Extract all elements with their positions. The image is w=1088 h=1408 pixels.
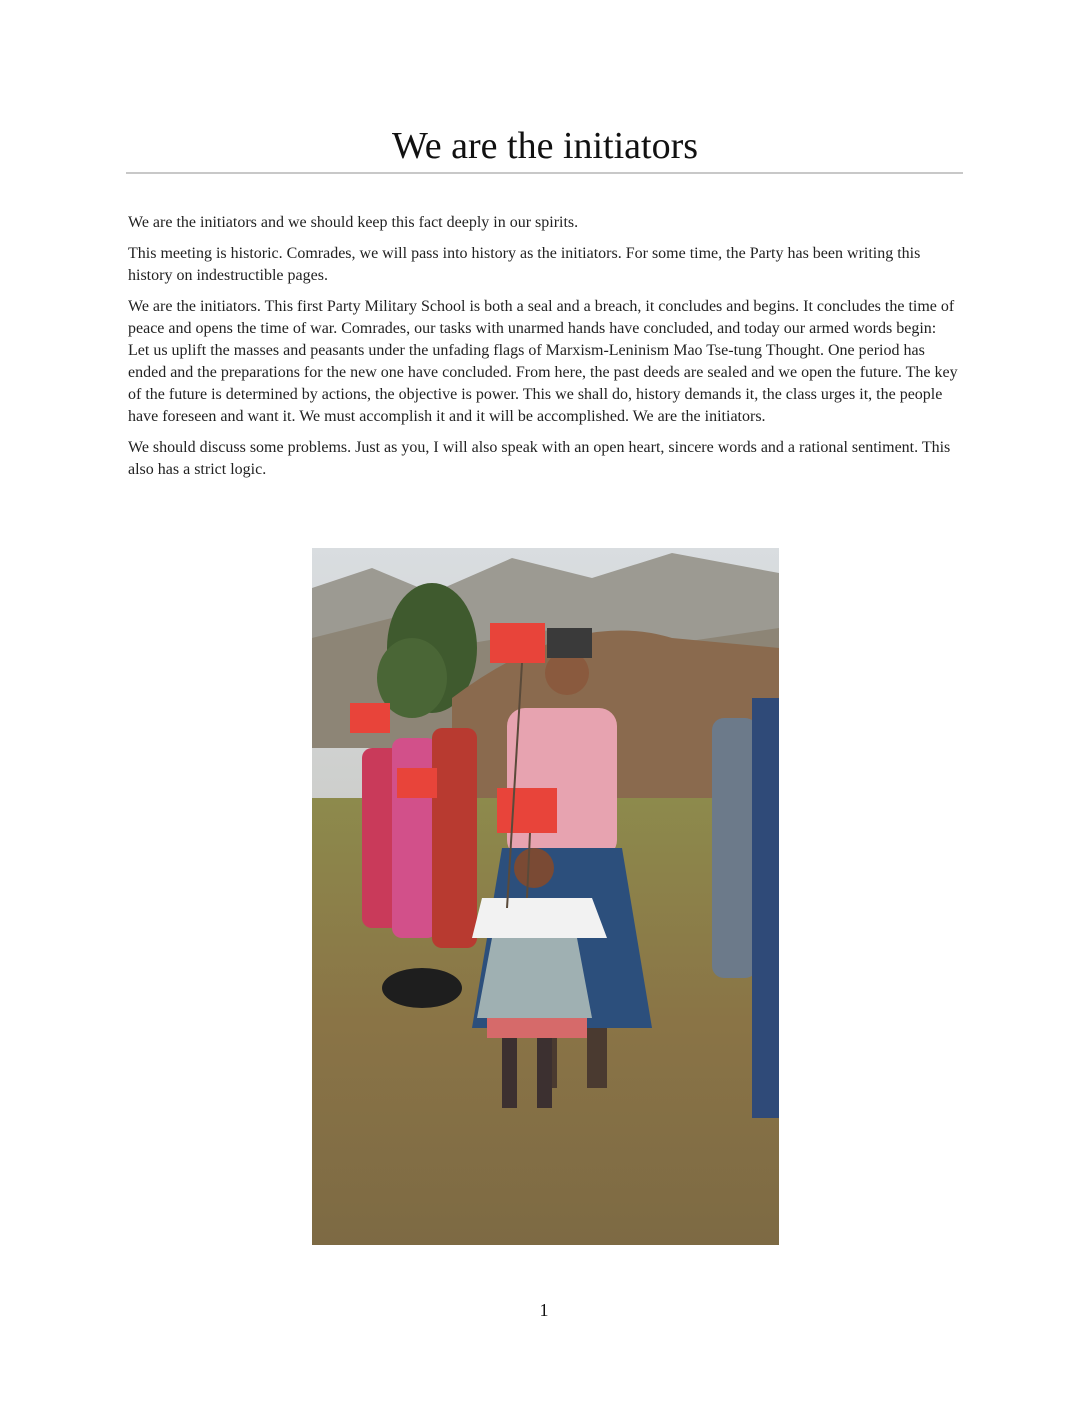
title-rule [126, 172, 963, 174]
paragraph: This meeting is historic. Comrades, we will pass into history as the initiators. For some time, the Party has been writing this history on indestructible pages. [128, 245, 921, 284]
photograph-illustration [312, 548, 779, 1245]
paragraph: We are the initiators. This first Party Military School is both a seal and a breach, it concludes and begins. It concludes the time of peace and opens the time of war. Comrades, our tasks with unarmed hands have concluded, and today our armed words begin: Let us uplift the masses and peasants under the unfading flags of Marxism-Leninism Mao Tse-tung Thought. One period has ended and the preparations for the new one have concluded. From here, the past deeds are sealed and we open the future. The key of the future is determined by actions, the objective is power. This we shall do, history demands it, the class urges it, the people have foreseen and want it. We must accomplish it and it will be accomplished. We are the initiators. [128, 298, 958, 425]
paragraph: We are the initiators and we should keep this fact deeply in our spirits. [128, 214, 579, 231]
paragraph: We should discuss some problems. Just as you, I will also speak with an open heart, sincere words and a rational sentiment. This also has a strict logic. [128, 439, 951, 478]
photograph [312, 548, 779, 1245]
body-text [128, 212, 960, 490]
page-number: 1 [539, 1300, 549, 1320]
page-title: We are the initiators [391, 125, 699, 167]
